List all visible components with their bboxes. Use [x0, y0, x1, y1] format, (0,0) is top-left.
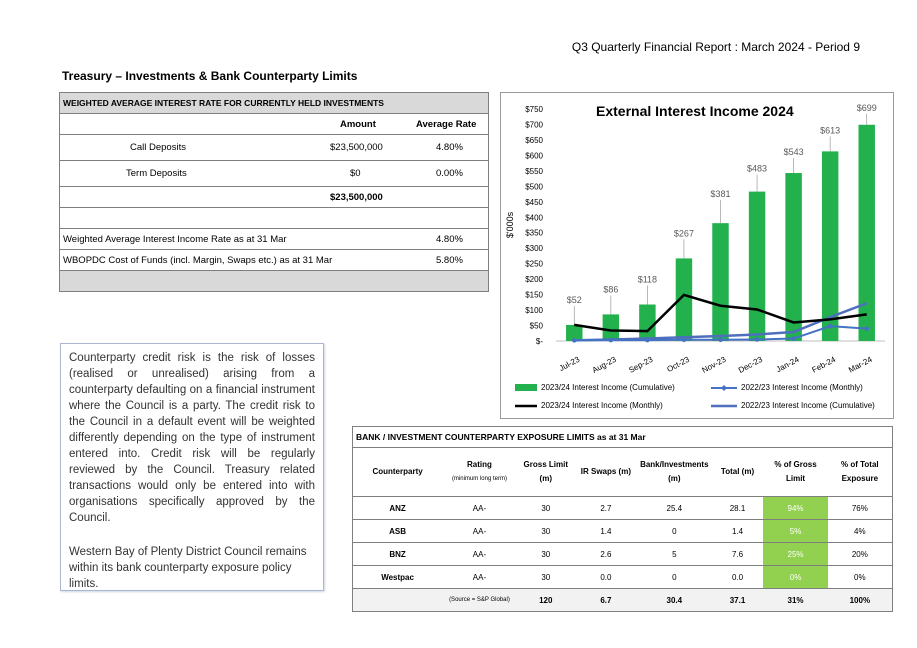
row-rate: 0.00% — [436, 168, 463, 179]
pct-total-cell: 4% — [828, 520, 892, 543]
table-header-row — [353, 448, 892, 497]
y-tick-label: $400 — [525, 213, 543, 223]
x-tick-label: Jul-23 — [557, 354, 582, 373]
legend-swatch-line — [711, 402, 737, 410]
column-header-counterparty: Counterparty — [353, 448, 442, 497]
x-tick-label: Aug-23 — [590, 354, 618, 375]
exposure-limits-table — [352, 426, 893, 612]
bar-data-label: $483 — [747, 163, 768, 174]
line-marker — [864, 326, 869, 331]
ir-swaps-cell: 2.7 — [575, 497, 637, 520]
total-investments-cell: 30.4 — [637, 589, 712, 612]
y-tick-label: $50 — [529, 321, 543, 331]
ir-swaps-cell: 0.0 — [575, 566, 637, 589]
row-rate: 4.80% — [436, 142, 463, 153]
table-header-row — [60, 114, 488, 135]
x-tick-label: Jan-24 — [774, 354, 801, 375]
line-marker — [682, 337, 687, 342]
rating-header-sub: (minimum long term) — [451, 476, 507, 482]
x-tick-label: Feb-24 — [810, 354, 838, 375]
bar-data-label: $86 — [603, 284, 619, 295]
bar — [603, 314, 619, 341]
ir-swaps-cell: 2.6 — [575, 543, 637, 566]
column-header-ir-swaps: IR Swaps (m) — [575, 448, 637, 497]
rating-cell: AA- — [442, 543, 517, 566]
column-header-rate: Average Rate — [416, 119, 477, 130]
legend-label: 2022/23 Interest Income (Monthly) — [741, 383, 863, 392]
total-pct-total-cell: 100% — [828, 589, 892, 612]
bank-investments-cell: 0 — [637, 520, 712, 543]
empty-cell — [353, 589, 442, 612]
table-row — [353, 497, 892, 520]
rating-header-label: Rating — [467, 460, 492, 469]
row-amount: $0 — [350, 168, 361, 179]
y-tick-label: $100 — [525, 306, 543, 316]
table-row — [60, 250, 488, 271]
row-amount: $23,500,000 — [330, 142, 383, 153]
line-marker — [645, 338, 650, 343]
bar — [712, 223, 728, 341]
interest-income-chart — [500, 92, 894, 419]
legend-label: 2023/24 Interest Income (Monthly) — [541, 401, 663, 410]
column-header-pct-gross: % of Gross Limit — [763, 448, 827, 497]
x-tick-label: Dec-23 — [736, 354, 764, 375]
x-tick-label: Mar-24 — [847, 354, 874, 375]
table-row — [353, 520, 892, 543]
table-row — [60, 135, 488, 161]
bar-data-label: $381 — [710, 189, 731, 200]
bank-investments-cell: 5 — [637, 543, 712, 566]
bank-investments-cell: 25.4 — [637, 497, 712, 520]
counterparty-risk-textbox — [60, 343, 324, 591]
column-header-amount: Amount — [340, 119, 376, 130]
rating-cell: AA- — [442, 566, 517, 589]
y-tick-label: $200 — [525, 275, 543, 285]
pct-total-cell: 76% — [828, 497, 892, 520]
legend-label: 2022/23 Interest Income (Cumulative) — [741, 401, 875, 410]
total-cell: 7.6 — [712, 543, 764, 566]
table-footer — [60, 271, 488, 291]
row-label: Term Deposits — [126, 168, 187, 179]
total-amount: $23,500,000 — [330, 192, 383, 203]
line-marker — [755, 337, 760, 342]
total-cell: 0.0 — [712, 566, 764, 589]
y-tick-label: $500 — [525, 182, 543, 192]
pct-gross-cell: 25% — [763, 543, 827, 566]
gross-limit-cell: 30 — [517, 543, 575, 566]
pct-gross-cell: 5% — [763, 520, 827, 543]
line-marker — [572, 338, 577, 343]
compliance-paragraph: Western Bay of Plenty District Council remains within its bank counterparty exposure policy limits. — [69, 546, 307, 590]
counterparty-name: BNZ — [353, 543, 442, 566]
gross-limit-cell: 30 — [517, 497, 575, 520]
bar — [858, 125, 874, 341]
total-swaps-cell: 6.7 — [575, 589, 637, 612]
pct-gross-cell: 94% — [763, 497, 827, 520]
counterparty-name: ASB — [353, 520, 442, 543]
legend-swatch-line — [515, 402, 537, 410]
bar — [749, 192, 765, 341]
y-tick-label: $750 — [525, 105, 543, 114]
bar-data-label: $52 — [566, 294, 582, 305]
y-tick-label: $300 — [525, 244, 543, 254]
pct-total-cell: 20% — [828, 543, 892, 566]
line-marker — [718, 337, 723, 342]
pct-gross-cell: 0% — [763, 566, 827, 589]
gross-limit-cell: 30 — [517, 566, 575, 589]
legend-label: 2023/24 Interest Income (Cumulative) — [541, 383, 675, 392]
chart-title: External Interest Income 2024 — [596, 103, 794, 119]
table-row — [60, 161, 488, 187]
column-header-pct-total: % of Total Exposure — [828, 448, 892, 497]
counterparty-name: ANZ — [353, 497, 442, 520]
total-cell: 1.4 — [712, 520, 764, 543]
y-tick-label: $350 — [525, 228, 543, 238]
table-row — [60, 229, 488, 250]
weighted-rate-label: Weighted Average Interest Income Rate as at 31 Mar — [63, 234, 287, 245]
y-tick-label: $550 — [525, 166, 543, 176]
bar — [822, 151, 838, 341]
pct-total-cell: 0% — [828, 566, 892, 589]
weighted-rate-value: 4.80% — [436, 234, 463, 245]
weighted-average-table — [59, 92, 489, 292]
gross-limit-cell: 30 — [517, 520, 575, 543]
bar-data-label: $118 — [637, 274, 658, 285]
y-tick-label: $600 — [525, 151, 543, 161]
table-total-row — [60, 187, 488, 208]
bar — [639, 304, 655, 341]
x-tick-label: Oct-23 — [665, 354, 691, 375]
bar-data-label: $543 — [783, 147, 804, 158]
legend-item — [515, 383, 675, 392]
column-header-gross-limit: Gross Limit (m) — [517, 448, 575, 497]
legend-item — [711, 401, 875, 410]
column-header-bank-investments: Bank/Investments (m) — [637, 448, 712, 497]
cost-of-funds-label: WBOPDC Cost of Funds (incl. Margin, Swaps etc.) as at 31 Mar — [63, 255, 333, 266]
bar-data-label: $699 — [856, 102, 877, 113]
table-total-row — [353, 589, 892, 612]
source-note: (Source = S&P Global) — [442, 589, 517, 612]
report-title: Q3 Quarterly Financial Report : March 2024 - Period 9 — [571, 40, 860, 54]
legend-item — [515, 401, 663, 410]
y-tick-label: $650 — [525, 135, 543, 145]
bank-investments-cell: 0 — [637, 566, 712, 589]
y-tick-label: $150 — [525, 290, 543, 300]
column-header-total: Total (m) — [712, 448, 764, 497]
line-marker — [791, 336, 796, 341]
risk-paragraph: Counterparty credit risk is the risk of losses (realised or unrealised) arising from a counterparty defaulting on a financial instrument where the Council is a party. The credit risk to the Council in a default event will be weighted differently depending on the type of instrument entered into. Credit risk will be regularly reviewed by the Council. Treasury related transactions would only be entered into with organisations specifically approved by the Council. — [69, 352, 315, 524]
y-tick-label: $700 — [525, 120, 543, 130]
line-marker — [828, 324, 833, 329]
bar-data-label: $267 — [673, 228, 694, 239]
bar — [785, 173, 801, 341]
y-tick-label: $450 — [525, 197, 543, 207]
table-title: BANK / INVESTMENT COUNTERPARTY EXPOSURE LIMITS as at 31 Mar — [353, 427, 892, 448]
line-marker — [609, 338, 614, 343]
exposure-table-grid — [353, 448, 892, 611]
total-pct-gross-cell: 31% — [763, 589, 827, 612]
table-row — [353, 566, 892, 589]
total-cell: 28.1 — [712, 497, 764, 520]
ir-swaps-cell: 1.4 — [575, 520, 637, 543]
column-header-rating — [442, 448, 517, 497]
y-axis-label: $'000s — [505, 211, 515, 239]
total-gross-cell: 120 — [517, 589, 575, 612]
counterparty-name: Westpac — [353, 566, 442, 589]
row-label: Call Deposits — [130, 142, 186, 153]
x-tick-label: Nov-23 — [700, 354, 728, 375]
legend-swatch-bar — [515, 384, 537, 391]
rating-cell: AA- — [442, 497, 517, 520]
rating-cell: AA- — [442, 520, 517, 543]
chart-plot — [501, 93, 893, 418]
y-tick-label: $- — [535, 337, 543, 346]
legend-item — [711, 383, 863, 392]
section-title: Treasury – Investments & Bank Counterparty Limits — [62, 69, 358, 83]
y-tick-label: $250 — [525, 259, 543, 269]
bar-data-label: $613 — [820, 125, 841, 136]
legend-swatch-marker-line — [711, 384, 737, 392]
table-title: WEIGHTED AVERAGE INTEREST RATE FOR CURRENTLY HELD INVESTMENTS — [60, 93, 488, 114]
table-spacer-row — [60, 208, 488, 229]
table-row — [353, 543, 892, 566]
x-tick-label: Sep-23 — [627, 354, 655, 375]
cost-of-funds-value: 5.80% — [436, 255, 463, 266]
grand-total-cell: 37.1 — [712, 589, 764, 612]
